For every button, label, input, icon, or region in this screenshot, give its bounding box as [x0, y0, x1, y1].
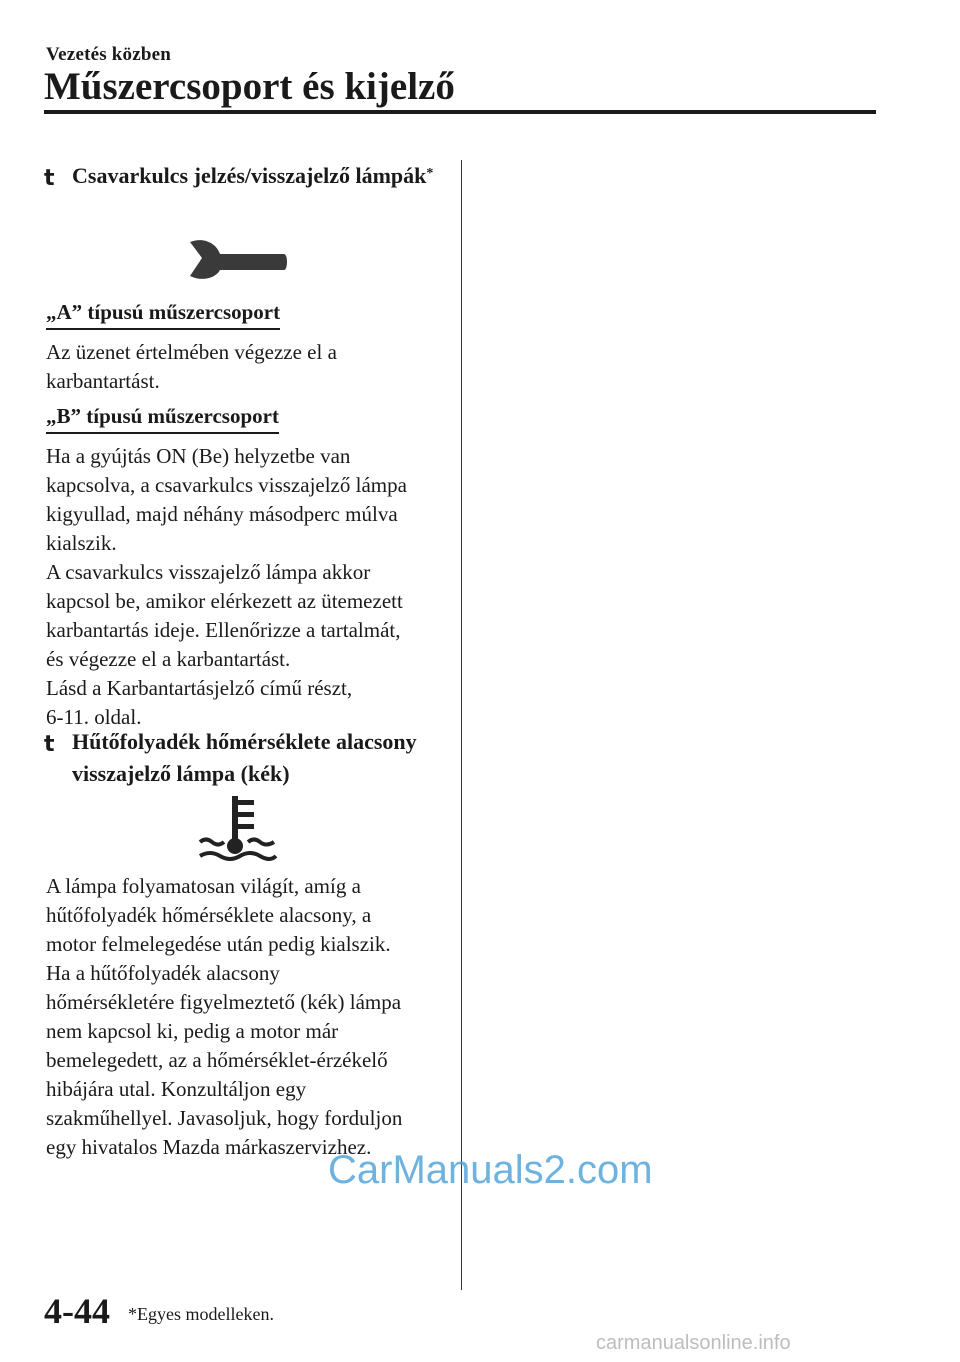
wrench-icon: [188, 236, 288, 282]
page-title: Műszercsoport és kijelző: [44, 65, 455, 108]
footnote-mark: *: [426, 166, 434, 181]
watermark: CarManuals2.com: [328, 1148, 653, 1192]
page-number: 4-44: [44, 1291, 110, 1331]
title-rule: [44, 110, 876, 114]
wrench-heading: [72, 160, 452, 192]
text-type-a: Az üzenet értelmében végezze el a karbantartást.: [46, 340, 337, 393]
coolant-heading: Hűtőfolyadék hőmérséklete alacsony visszajelző lámpa (kék): [72, 729, 417, 786]
bullet-marker: t: [44, 166, 55, 191]
column-divider: [461, 160, 462, 1290]
footnote: *Egyes modelleken.: [128, 1304, 274, 1324]
text-type-b: Ha a gyújtás ON (Be) helyzetbe van kapcsolva, a csavarkulcs visszajelző lámpa kigyullad, majd néhány másodperc múlva kialszik. A csavarkulcs visszajelző lámpa akkor kapcsol be, amikor elérkezett az ütemezett karbantartás ideje. Ellenőrizze a tartalmát, és végezze el a karbantartást. Lásd a Karbantartásjelző című részt, 6-11. oldal.: [46, 444, 407, 729]
source-url[interactable]: carmanualsonline.info: [596, 1332, 791, 1354]
section-label: Vezetés közben: [46, 44, 172, 65]
coolant-text: A lámpa folyamatosan világít, amíg a hűtőfolyadék hőmérséklete alacsony, a motor felmelegedése után pedig kialszik. Ha a hűtőfolyadék alacsony hőmérsékletére figyelmeztető (kék) lámpa nem kapcsol ki, pedig a motor már bemelegedett, az a hőmérséklet-érzékelő hibájára utal. Konzultáljon egy szakműhellyel. Javasoljuk, hogy forduljon egy hivatalos Mazda márkaszervizhez.: [46, 874, 403, 1159]
coolant-temperature-icon: [196, 794, 280, 864]
subhead-type-b: „B” típusú műszercsoport: [46, 402, 279, 434]
wrench-heading-text: Csavarkulcs jelzés/visszajelző lámpák: [72, 163, 427, 188]
subhead-type-a: „A” típusú műszercsoport: [46, 298, 280, 330]
bullet-marker: t: [44, 732, 55, 757]
